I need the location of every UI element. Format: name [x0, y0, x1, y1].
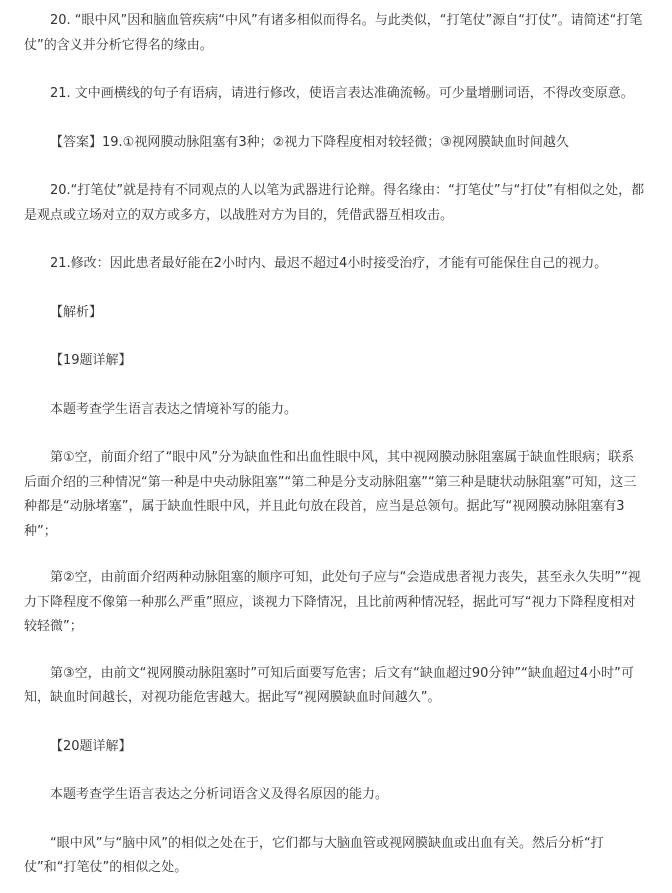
answer-20: 20.“打笔仗”就是持有不同观点的人以笔为武器进行论辩。得名缘由：“打笔仗”与“打仗”有相似之处，都是观点或立场对立的双方或多方，以战胜对方为目的，凭借武器互相攻击。 — [24, 183, 645, 223]
answer-19: 【答案】19.①视网膜动脉阻塞有3种；②视力下降程度相对较轻微；③视网膜缺血时间越久 — [50, 134, 569, 150]
q19-detail-heading: 【19题详解】 — [50, 353, 132, 368]
question-20: 20. “眼中风”因和脑血管疾病“中风”有诸多相似而得名。与此类似，“打笔仗”源自“打仗”。请简述“打笔仗”的含义并分析它得名的缘由。 — [24, 13, 643, 53]
q19-blank-1: 第①空，前面介绍了“眼中风”分为缺血性和出血性眼中风，其中视网膜动脉阻塞属于缺血性眼病；联系后面介绍的三种情况“第一种是中央动脉阻塞”“第二种是分支动脉阻塞”“第三种是睫状动脉阻塞”可知，这三种都是“动脉堵塞”，属于缺血性眼中风，并且此句放在段首，应当是总领句。据此写“视网膜动脉阻塞有3种”； — [24, 450, 637, 539]
question-21: 21. 文中画横线的句子有语病，请进行修改，使语言表达准确流畅。可少量增删词语，不得改变原意。 — [50, 86, 634, 101]
analysis-heading: 【解析】 — [50, 304, 103, 320]
q20-detail-analysis: “眼中风”与“脑中风”的相似之处在于，它们都与大脑血管或视网膜缺血或出血有关。然后分析“打仗”和“打笔仗”的相似之处。 — [24, 835, 604, 875]
q20-detail-heading: 【20题详解】 — [50, 738, 132, 754]
answer-21: 21.修改：因此患者最好能在2小时内、最迟不超过4小时接受治疗，才能有可能保住自己的视力。 — [50, 256, 608, 271]
q20-detail-intro: 本题考查学生语言表达之分析词语含义及得名原因的能力。 — [50, 787, 389, 802]
q19-detail-intro: 本题考查学生语言表达之情境补写的能力。 — [50, 401, 298, 417]
q19-blank-3: 第③空，由前文“视网膜动脉阻塞时”可知后面要写危害；后文有“缺血超过90分钟”“缺血超过4小时”可知，缺血时间越长，对视功能危害越大。据此写“视网膜缺血时间越久”。 — [24, 665, 634, 705]
q19-blank-2: 第②空，由前面介绍两种动脉阻塞的顺序可知，此处句子应与“会造成患者视力丧失，甚至永久失明”“视力下降程度不像第一种那么严重”照应，谈视力下降情况，且比前两种情况轻，据此可写“视力下降程度相对较轻微”； — [24, 570, 641, 634]
